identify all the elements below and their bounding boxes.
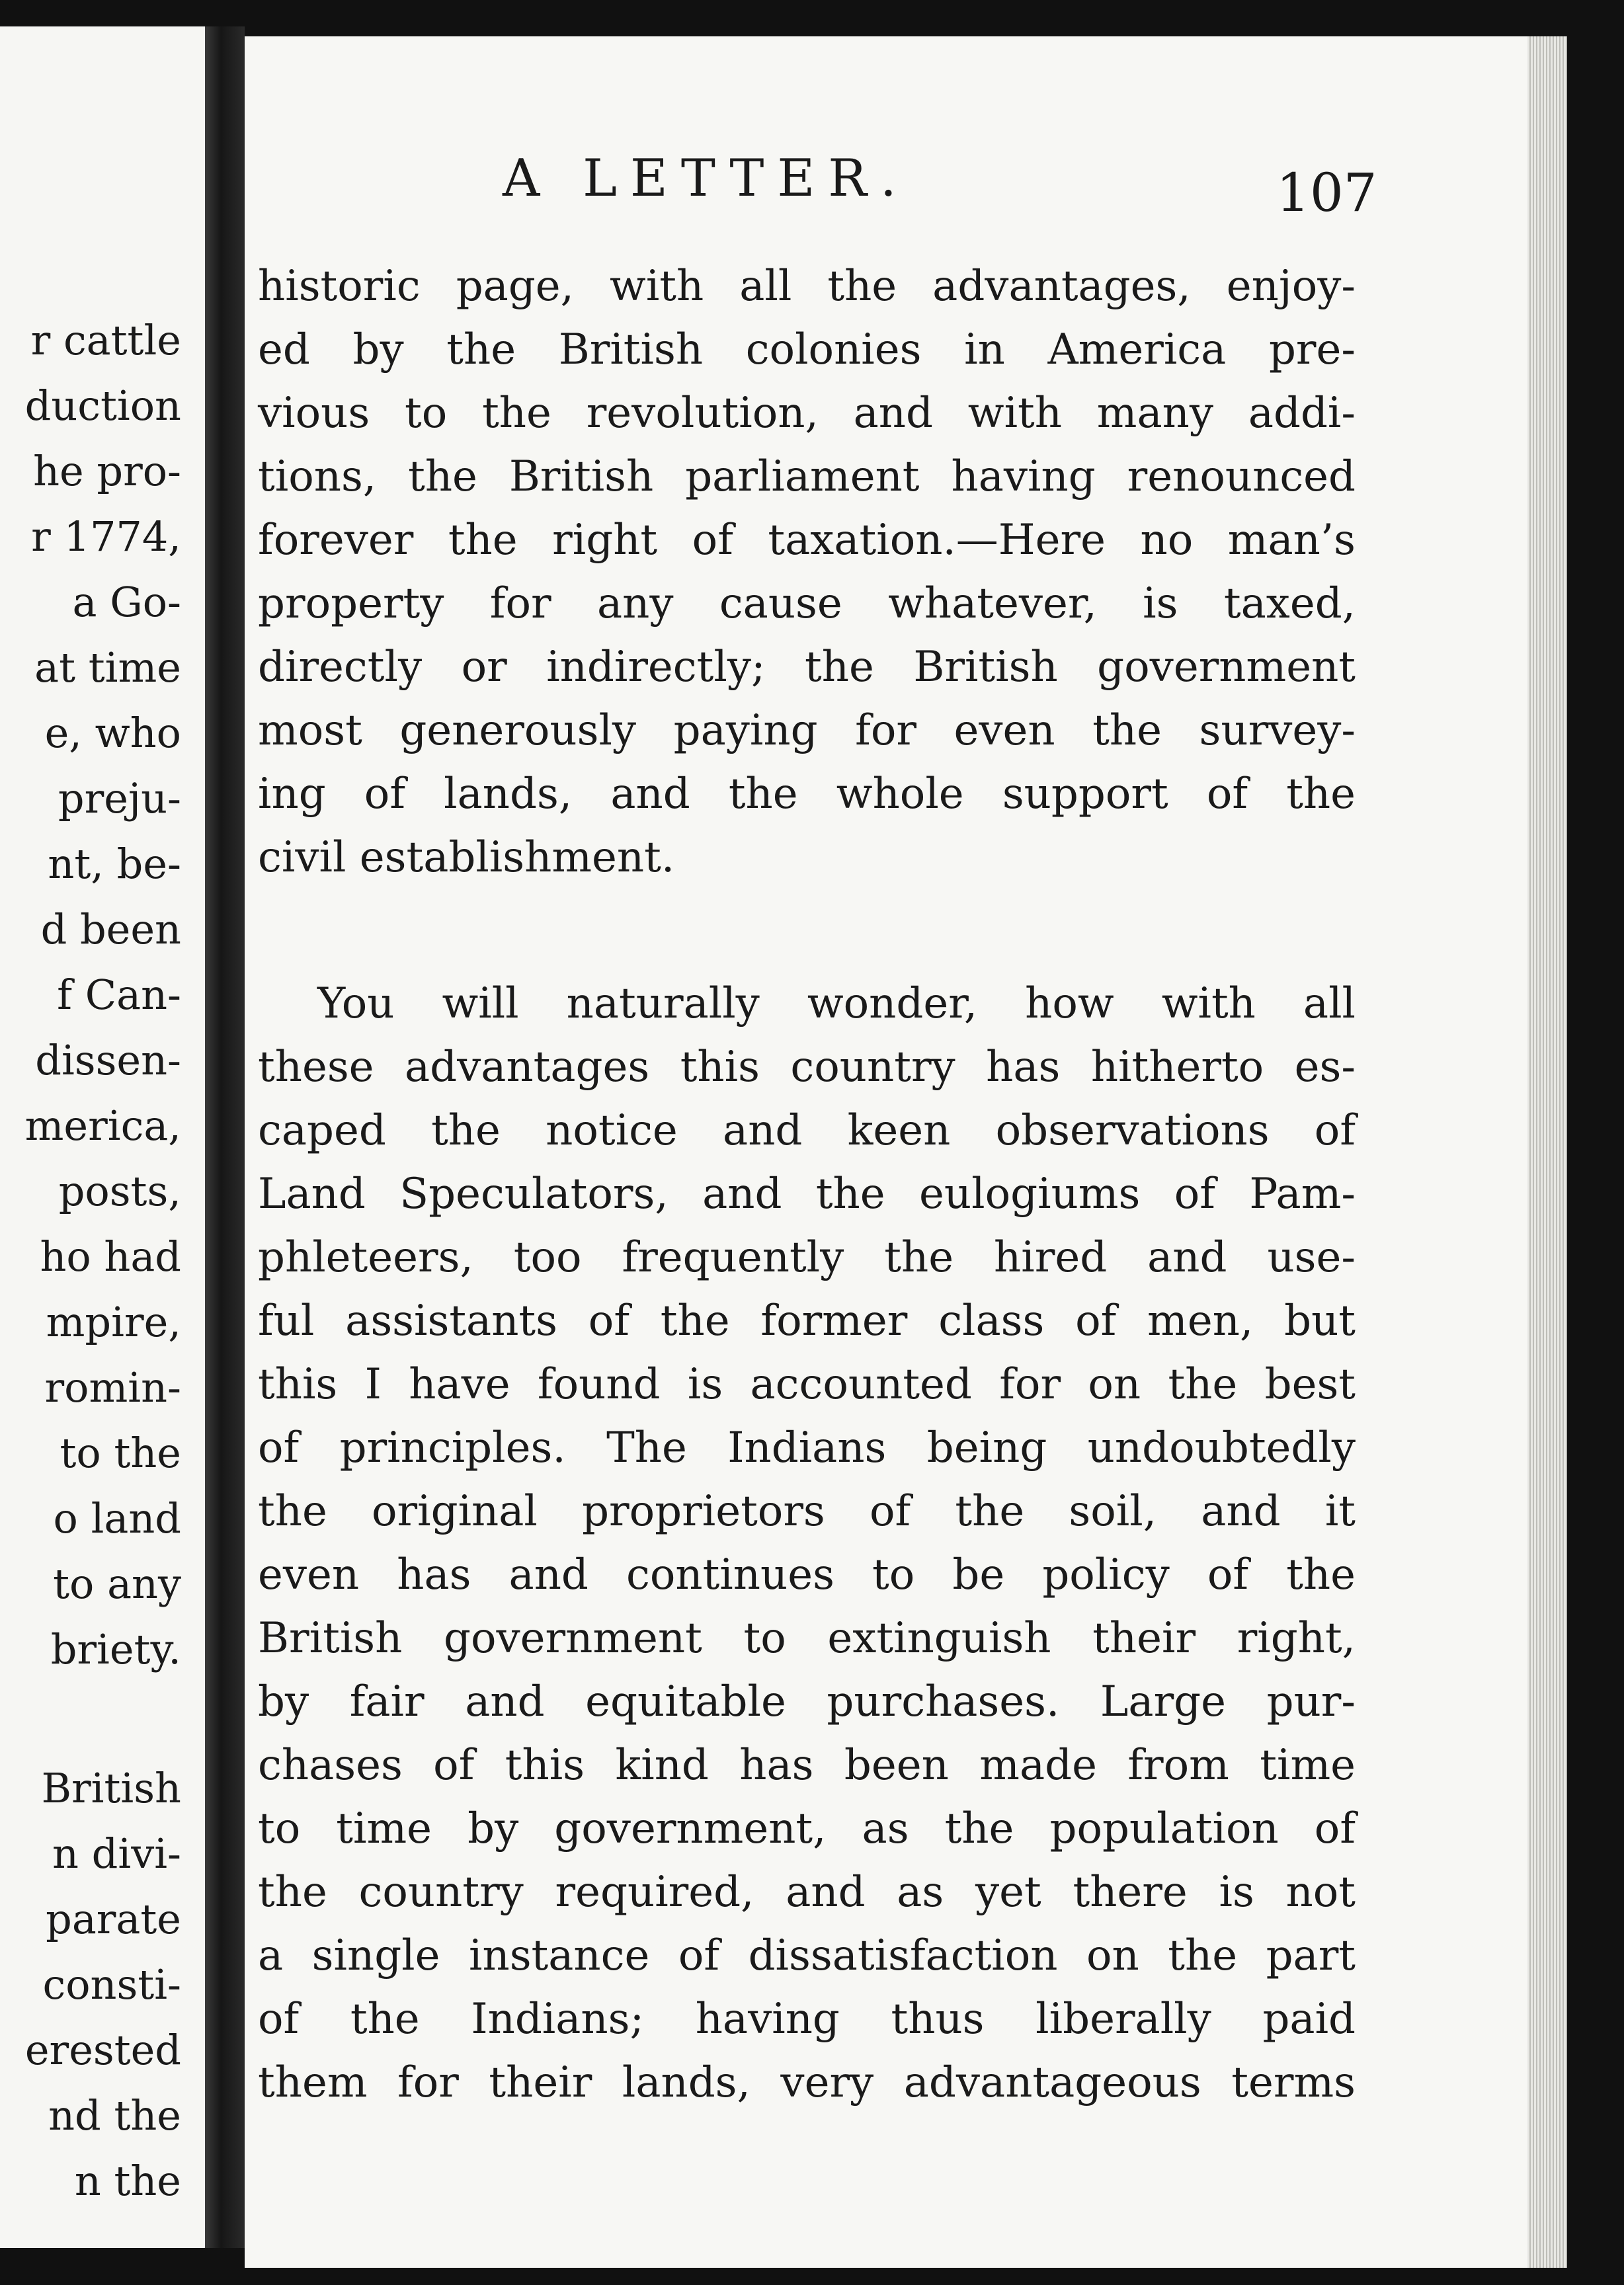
text-line: property for any cause whatever, is taxed, <box>258 579 1356 628</box>
text-line: d been <box>40 905 181 953</box>
paragraph <box>258 972 1356 2114</box>
text-line: the original proprietors of the soil, and it <box>258 1487 1356 1536</box>
text-line: the country required, and as yet there is not <box>258 1868 1356 1917</box>
text-line: tions, the British parliament having renounced <box>258 452 1356 501</box>
text-line: preju- <box>58 774 181 822</box>
left-page-text <box>25 307 181 2214</box>
text-line: to any <box>53 1560 181 1608</box>
text-line: vious to the revolution, and with many addi- <box>258 389 1356 438</box>
text-line: directly or indirectly; the British government <box>258 643 1356 692</box>
text-line: consti- <box>42 1960 181 2009</box>
book-gutter <box>205 26 245 2248</box>
text-line: British <box>41 1764 181 1812</box>
text-line: e, who <box>44 709 181 757</box>
text-line: even has and continues to be policy of the <box>258 1550 1356 1599</box>
text-line: to the <box>60 1429 181 1477</box>
text-line: merica, <box>24 1102 181 1150</box>
body-text <box>258 255 1356 2114</box>
text-line: of principles. The Indians being undoubtedly <box>258 1423 1356 1472</box>
text-line: nt, be- <box>48 840 181 888</box>
text-line: mpire, <box>46 1298 181 1346</box>
text-line: duction <box>24 381 181 430</box>
text-line: ful assistants of the former class of men, but <box>258 1297 1356 1345</box>
text-line: this I have found is accounted for on the best <box>258 1360 1356 1409</box>
text-line: forever the right of taxation.—Here no man’s <box>258 516 1356 565</box>
text-line: civil establishment. <box>258 833 675 882</box>
text-line: Land Speculators, and the eulogiums of Pam- <box>258 1170 1356 1219</box>
text-line: posts, <box>58 1167 181 1215</box>
text-line: British government to extinguish their right, <box>258 1614 1356 1663</box>
left-page-fragment <box>0 26 207 2248</box>
text-line: at time <box>34 643 181 692</box>
text-line: nd the <box>48 2091 181 2140</box>
running-head: A LETTER. <box>503 149 910 208</box>
page-number: 107 <box>1276 162 1377 223</box>
text-line: a single instance of dissatisfaction on the part <box>258 1931 1356 1980</box>
text-line: by fair and equitable purchases. Large pur- <box>258 1677 1356 1726</box>
text-line: caped the notice and keen observations of <box>258 1106 1356 1155</box>
text-line: briety. <box>50 1625 181 1673</box>
text-line: dissen- <box>35 1036 181 1084</box>
page-edges <box>1527 36 1567 2268</box>
text-line: a Go- <box>72 578 181 626</box>
text-line: these advantages this country has hitherto es- <box>258 1043 1356 1092</box>
text-line: ing of lands, and the whole support of the <box>258 770 1356 819</box>
text-line: n divi- <box>52 1829 181 1878</box>
text-line: of the Indians; having thus liberally paid <box>258 1995 1356 2044</box>
text-line: he pro- <box>33 447 181 495</box>
text-line: o land <box>53 1494 181 1543</box>
text-line: chases of this kind has been made from time <box>258 1741 1356 1790</box>
text-line: ed by the British colonies in America pre- <box>258 325 1356 374</box>
text-line: r cattle <box>30 316 181 364</box>
text-line: ho had <box>40 1232 181 1281</box>
text-line: romin- <box>44 1363 181 1412</box>
text-line: them for their lands, very advantageous terms <box>258 2058 1356 2107</box>
text-line: to time by government, as the population of <box>258 1804 1356 1853</box>
paragraph <box>258 255 1356 889</box>
text-line: r 1774, <box>31 512 181 561</box>
text-line: You will naturally wonder, how with all <box>317 979 1356 1028</box>
right-page <box>245 36 1567 2268</box>
text-line: parate <box>46 1895 181 1943</box>
text-line: historic page, with all the advantages, enjoy- <box>258 262 1356 311</box>
text-line: f Can- <box>57 971 181 1019</box>
text-line: n the <box>74 2157 181 2205</box>
text-line: erested <box>24 2026 181 2074</box>
text-line: phleteers, too frequently the hired and use- <box>258 1233 1356 1282</box>
text-line: most generously paying for even the survey- <box>258 706 1356 755</box>
